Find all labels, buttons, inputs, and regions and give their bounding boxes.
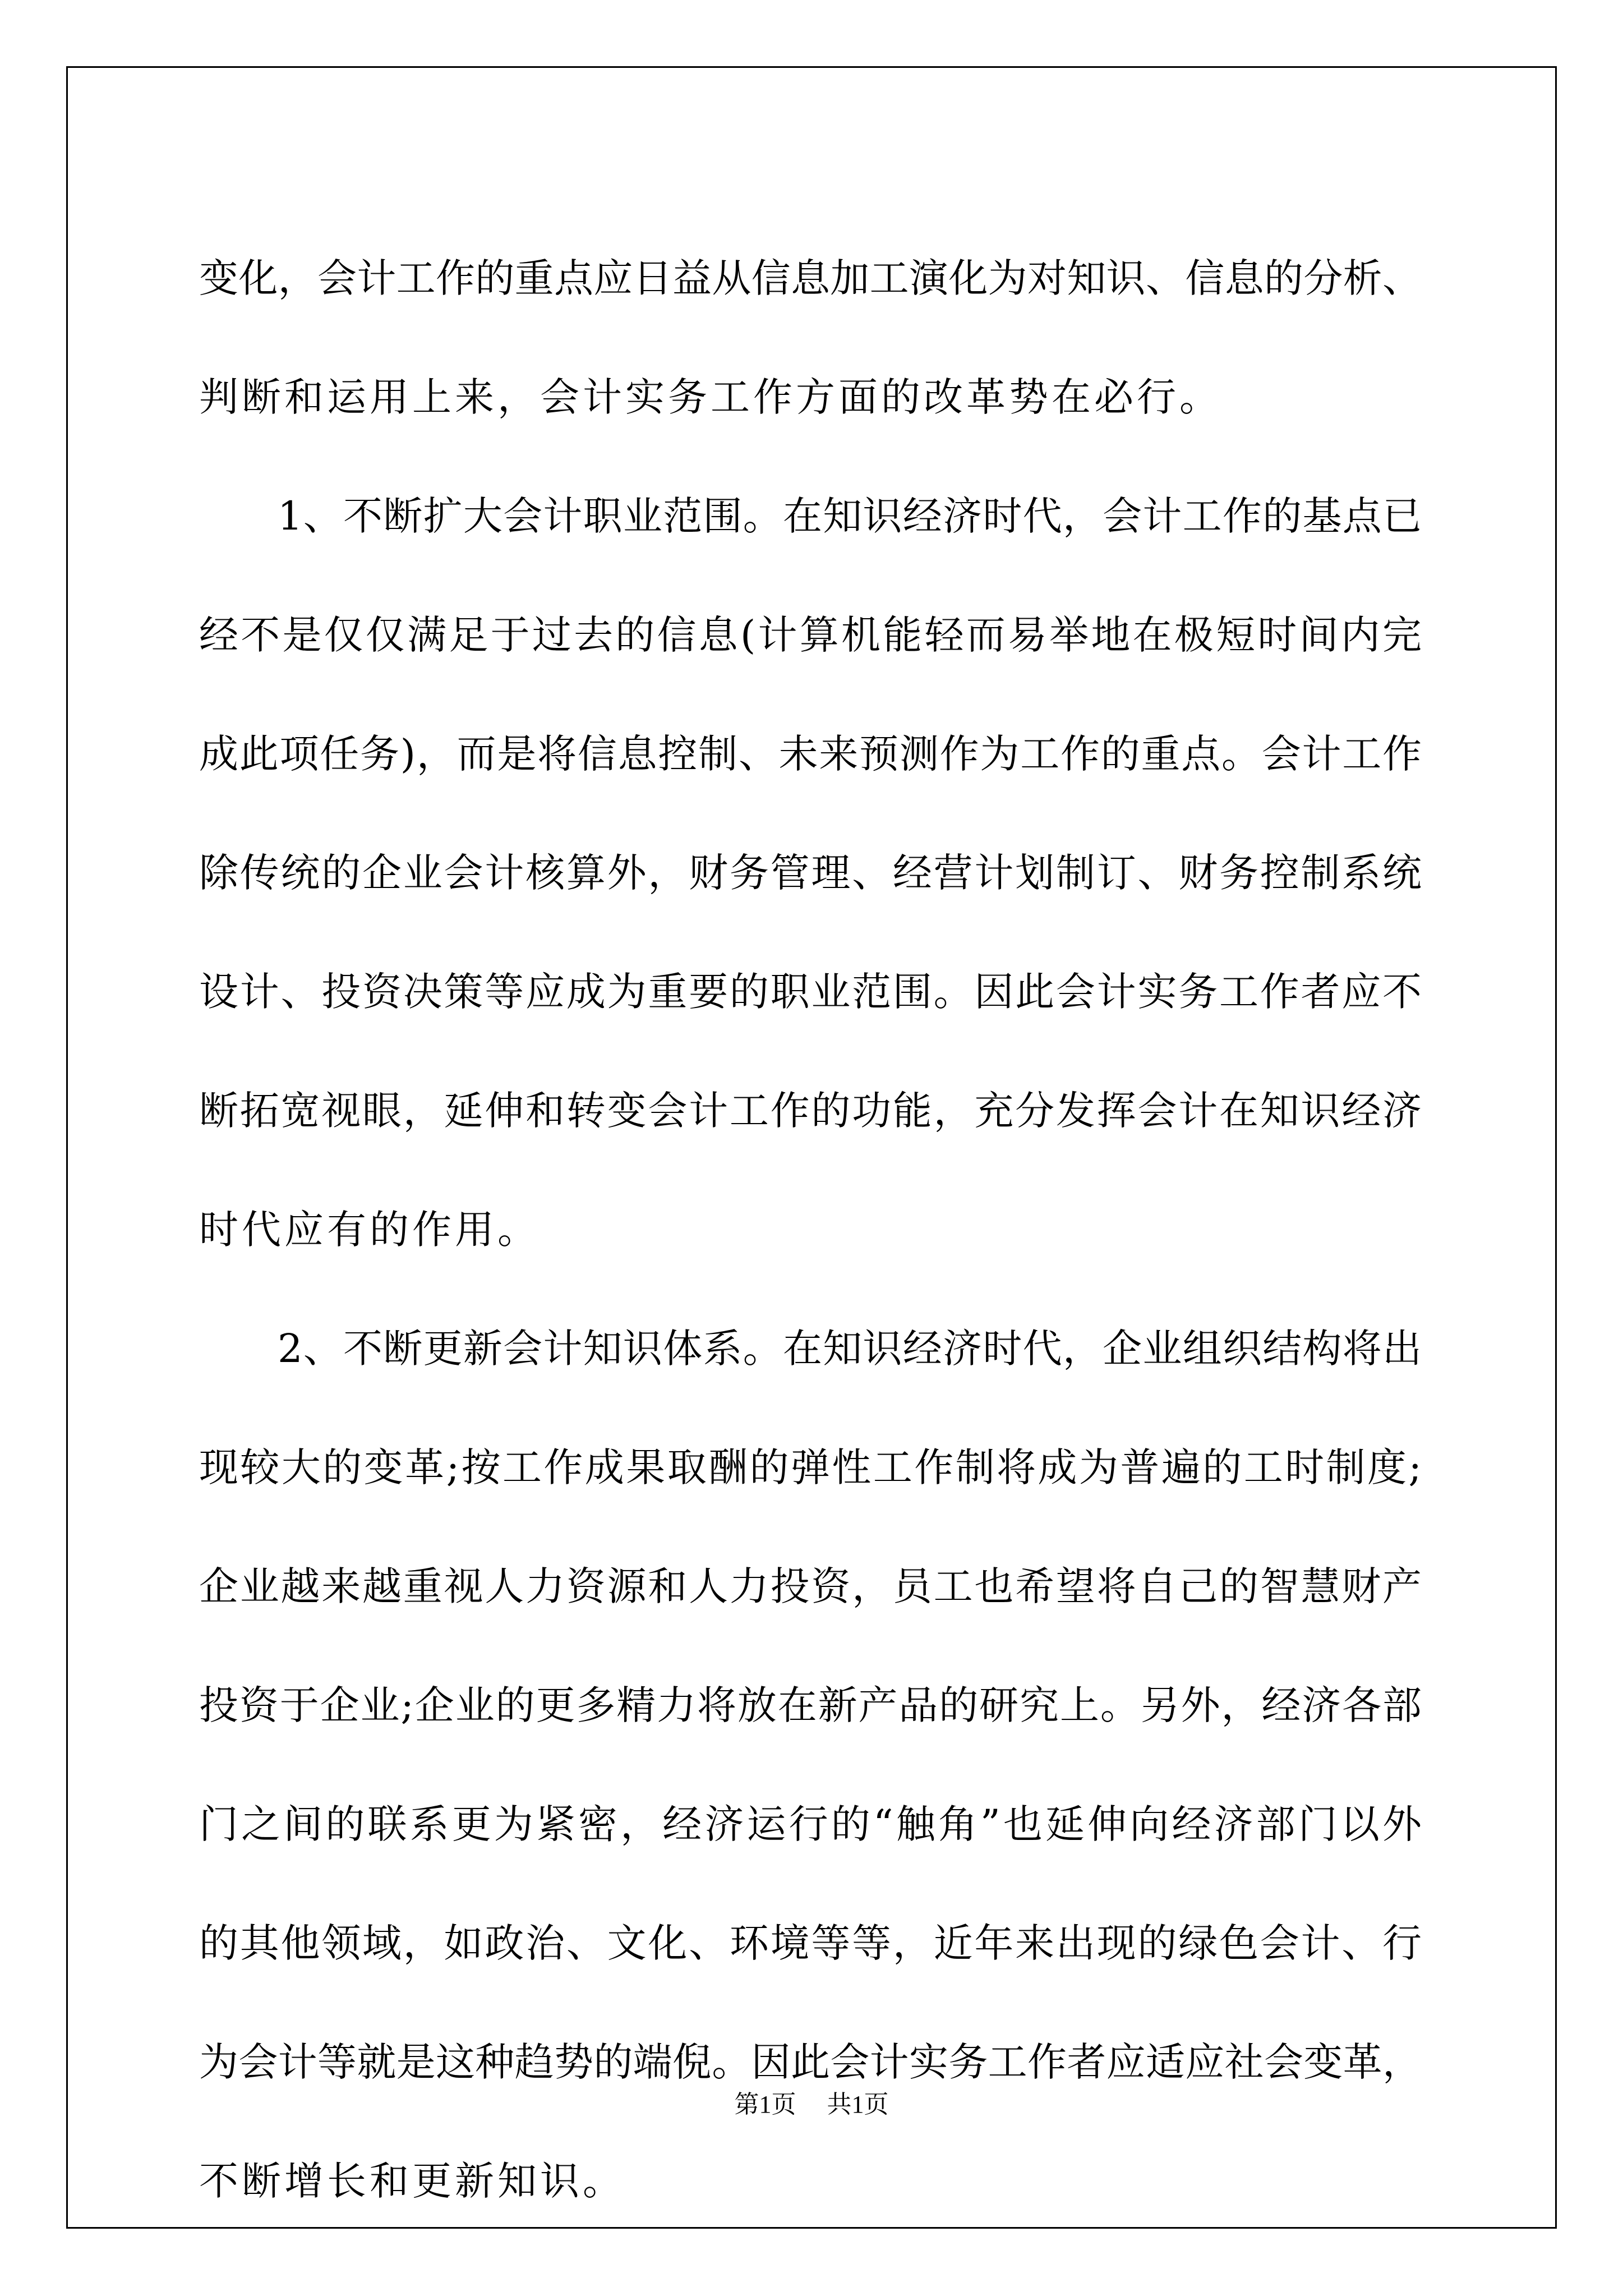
text-line: 设计、投资决策等应成为重要的职业范围。因此会计实务工作者应不	[199, 969, 1422, 1015]
text-line: 时代应有的作用。	[199, 1207, 540, 1253]
text-line: 现较大的变革;按工作成果取酬的弹性工作制将成为普遍的工时制度;	[199, 1444, 1422, 1490]
text-line: 为会计等就是这种趋势的端倪。因此会计实务工作者应适应社会变革，	[199, 2039, 1422, 2085]
text-line: 企业越来越重视人力资源和人力投资，员工也希望将自己的智慧财产	[199, 1563, 1422, 1609]
page-total: 共1页	[827, 2091, 889, 2118]
page-number: 第1页	[734, 2091, 796, 2118]
page-footer	[0, 2088, 1623, 2122]
text-line: 判断和运用上来，会计实务工作方面的改革势在必行。	[199, 374, 1222, 420]
text-line: 成此项任务)，而是将信息控制、未来预测作为工作的重点。会计工作	[199, 731, 1422, 777]
text-line: 门之间的联系更为紧密，经济运行的“触角”也延伸向经济部门以外	[199, 1801, 1422, 1847]
document-body	[199, 219, 1422, 2240]
text-line: 不断增长和更新知识。	[199, 2158, 625, 2204]
text-line: 除传统的企业会计核算外，财务管理、经营计划制订、财务控制系统	[199, 850, 1422, 896]
text-line: 变化，会计工作的重点应日益从信息加工演化为对知识、信息的分析、	[199, 255, 1422, 301]
paragraph-1-first-line: 1、不断扩大会计职业范围。在知识经济时代，会计工作的基点已	[278, 493, 1422, 539]
paragraph-2-first-line: 2、不断更新会计知识体系。在知识经济时代，企业组织结构将出	[278, 1326, 1422, 1372]
text-line: 断拓宽视眼，延伸和转变会计工作的功能，充分发挥会计在知识经济	[199, 1088, 1422, 1134]
text-line: 的其他领域，如政治、文化、环境等等，近年来出现的绿色会计、行	[199, 1920, 1422, 1966]
text-line: 投资于企业;企业的更多精力将放在新产品的研究上。另外，经济各部	[199, 1682, 1422, 1728]
text-line: 经不是仅仅满足于过去的信息(计算机能轻而易举地在极短时间内完	[199, 612, 1422, 658]
